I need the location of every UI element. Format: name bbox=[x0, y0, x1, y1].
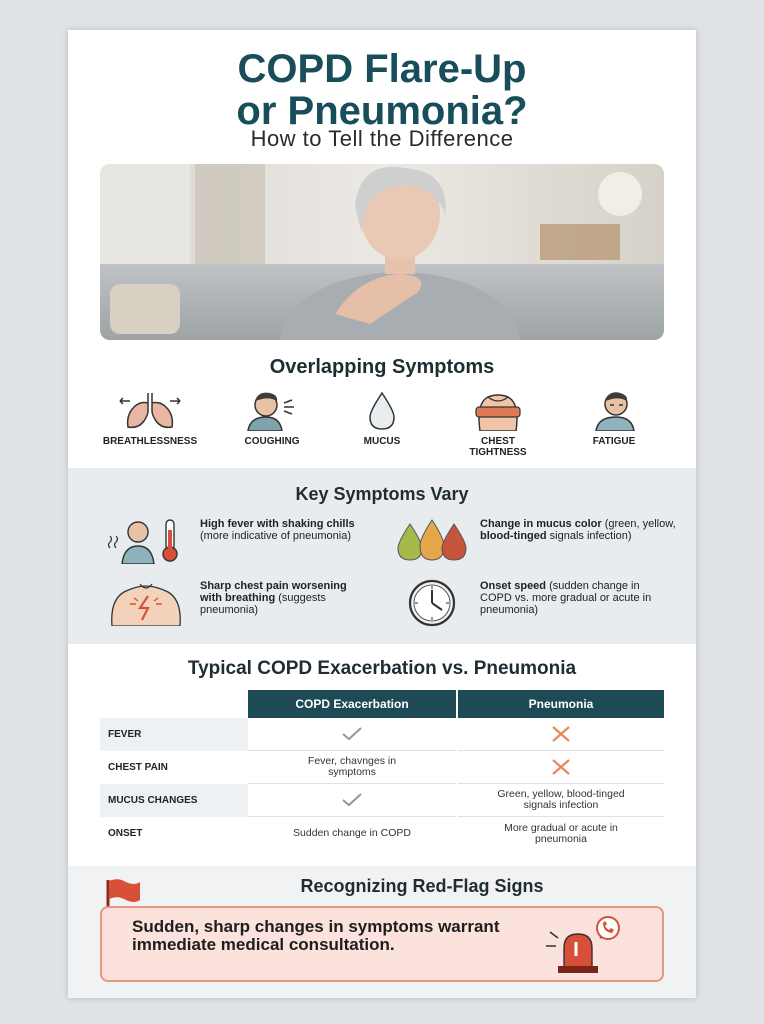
page-title bbox=[68, 48, 696, 132]
emergency-light-phone-icon bbox=[540, 914, 628, 974]
cross-icon bbox=[550, 758, 572, 776]
row-label-mucus-changes: MUCUS CHANGES bbox=[100, 784, 248, 817]
cell-copd-chest-pain: Fever, chavnges in symptoms bbox=[248, 751, 456, 784]
check-icon bbox=[341, 792, 363, 808]
symptom-mucus bbox=[322, 388, 442, 447]
symptom-chest-tightness bbox=[438, 388, 558, 458]
fever-thermometer-icon bbox=[104, 516, 188, 564]
symptom-label: CHEST TIGHTNESS bbox=[469, 436, 527, 458]
cell-copd-onset: Sudden change in COPD bbox=[293, 827, 411, 839]
infographic-card bbox=[68, 30, 696, 998]
title-line-1: COPD Flare-Up bbox=[237, 47, 527, 91]
tired-person-icon bbox=[582, 389, 646, 431]
cell-pneumonia-mucus: Green, yellow, blood-tinged signals infection bbox=[458, 784, 664, 817]
symptom-fatigue bbox=[554, 388, 674, 447]
symptom-coughing bbox=[212, 388, 332, 447]
page-subtitle: How to Tell the Difference bbox=[250, 126, 514, 151]
cell-pneumonia-fever bbox=[458, 718, 664, 751]
symptom-label: BREATHLESSNESS bbox=[102, 436, 198, 447]
drop-icon bbox=[362, 389, 402, 431]
colored-drops-icon bbox=[394, 516, 470, 564]
symptom-label: MUCUS bbox=[363, 436, 401, 447]
row-label-onset: ONSET bbox=[100, 817, 248, 850]
row-label-fever: FEVER bbox=[100, 718, 248, 751]
key-symptoms-title: Key Symptoms Vary bbox=[295, 484, 469, 504]
symptom-label: FATIGUE bbox=[592, 436, 636, 447]
key-symptoms-section bbox=[68, 468, 696, 644]
row-label-chest-pain: CHEST PAIN bbox=[100, 751, 248, 784]
chest-pain-icon bbox=[104, 578, 188, 626]
cell-pneumonia-onset: More gradual or acute in pneumonia bbox=[504, 821, 618, 845]
red-flag-title: Recognizing Red-Flag Signs bbox=[300, 876, 544, 896]
red-flag-text: Sudden, sharp changes in symptoms warrant immediate medical consultation. bbox=[132, 917, 500, 954]
lungs-icon bbox=[118, 389, 182, 431]
cross-icon bbox=[550, 725, 572, 743]
hero-photo bbox=[100, 164, 664, 340]
symptom-label: COUGHING bbox=[244, 436, 300, 447]
key-symptom-text: Change in mucus color (green, yellow, blood-tinged signals infection) bbox=[480, 518, 676, 542]
red-flag-alert-box bbox=[100, 906, 664, 982]
cell-copd-fever bbox=[248, 718, 456, 751]
check-icon bbox=[341, 726, 363, 742]
cell-copd-mucus bbox=[248, 784, 456, 817]
title-line-2: or Pneumonia? bbox=[236, 89, 528, 133]
symptom-breathlessness bbox=[90, 388, 210, 447]
comparison-title: Typical COPD Exacerbation vs. Pneumonia bbox=[187, 658, 577, 679]
coughing-person-icon bbox=[240, 389, 304, 431]
header-copd-exacerbation: COPD Exacerbation bbox=[248, 690, 456, 718]
key-symptom-text: High fever with shaking chills (more indicative of pneumonia) bbox=[200, 518, 355, 542]
key-symptom-text: Onset speed (sudden change in COPD vs. more gradual or acute in pneumonia) bbox=[480, 580, 652, 616]
key-symptom-text: Sharp chest pain worsening with breathing (suggests pneumonia) bbox=[200, 580, 347, 616]
clock-icon bbox=[394, 578, 470, 628]
overlapping-symptoms-title: Overlapping Symptoms bbox=[269, 356, 495, 378]
chest-tightness-icon bbox=[466, 389, 530, 431]
header-pneumonia: Pneumonia bbox=[458, 690, 664, 718]
cell-pneumonia-chest-pain bbox=[458, 751, 664, 784]
